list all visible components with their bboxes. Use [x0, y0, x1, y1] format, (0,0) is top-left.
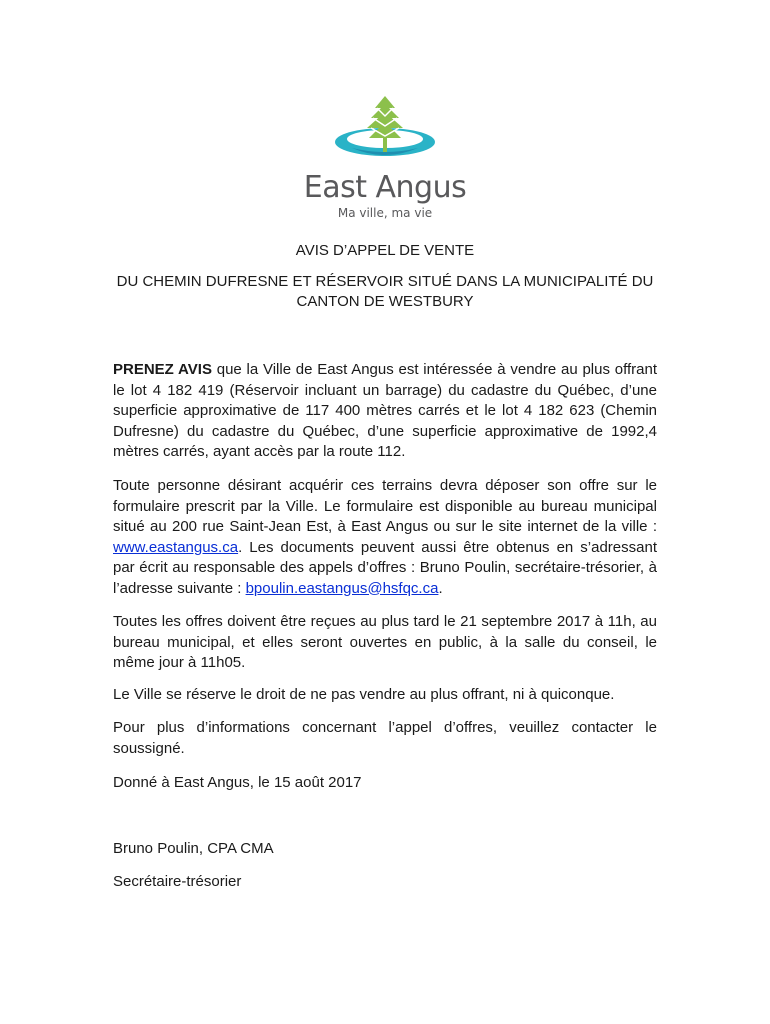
paragraph-contact: Pour plus d’informations concernant l’appel d’offres, veuillez contacter le soussigné.: [113, 719, 657, 757]
paragraph-reserve: Le Ville se réserve le droit de ne pas vendre au plus offrant, ni à quiconque.: [113, 686, 615, 703]
logo-name: East Angus: [303, 170, 467, 205]
date-line: Donné à East Angus, le 15 août 2017: [113, 774, 362, 791]
logo-tagline: Ma ville, ma vie: [337, 206, 433, 220]
signatory-title: Secrétaire-trésorier: [113, 873, 242, 890]
email-link[interactable]: bpoulin.eastangus@hsfqc.ca: [245, 579, 439, 597]
paragraph-text: .: [438, 579, 443, 597]
paragraph-notice: [113, 360, 657, 463]
signatory-name: Bruno Poulin, CPA CMA: [113, 840, 274, 857]
paragraph-text: . Les documents peuvent aussi être obtenus en s’adressant par écrit au responsable des appels d’offres : Bruno Poulin, secrétaire-trésorier, à l’adresse suivante :: [113, 538, 657, 597]
tree-water-icon: [332, 92, 438, 172]
paragraph-submission: [113, 476, 657, 599]
paragraph-text: que la Ville de East Angus est intéressée à vendre au plus offrant le lot 4 182 419 (Réservoir incluant un barrage) du cadastre du Québec, d’une superficie approximative de 117 400 mètres carrés et le lot 4 182 623 (Chemin Dufresne) du cadastre du Québec, d’une superficie approximative de 1992,4 mètres carrés, ayant accès par la route 112.: [113, 361, 657, 460]
notice-title: AVIS D’APPEL DE VENTE: [295, 242, 475, 259]
website-link[interactable]: www.eastangus.ca: [113, 538, 239, 556]
east-angus-logo: [300, 92, 470, 222]
paragraph-deadline: Toutes les offres doivent être reçues au plus tard le 21 septembre 2017 à 11h, au bureau municipal, et elles seront ouvertes en public, à la salle du conseil, le même jour à 11h05.: [113, 613, 657, 671]
notice-subtitle: DU CHEMIN DUFRESNE ET RÉSERVOIR SITUÉ DANS LA MUNICIPALITÉ DU CANTON DE WESTBURY: [116, 273, 654, 310]
paragraph-text: Toute personne désirant acquérir ces terrains devra déposer son offre sur le formulaire prescrit par la Ville. Le formulaire est disponible au bureau municipal situé au 200 rue Saint-Jean Est, à East Angus ou sur le site internet de la ville :: [113, 477, 657, 535]
paragraph-lead: PRENEZ AVIS: [113, 361, 212, 378]
